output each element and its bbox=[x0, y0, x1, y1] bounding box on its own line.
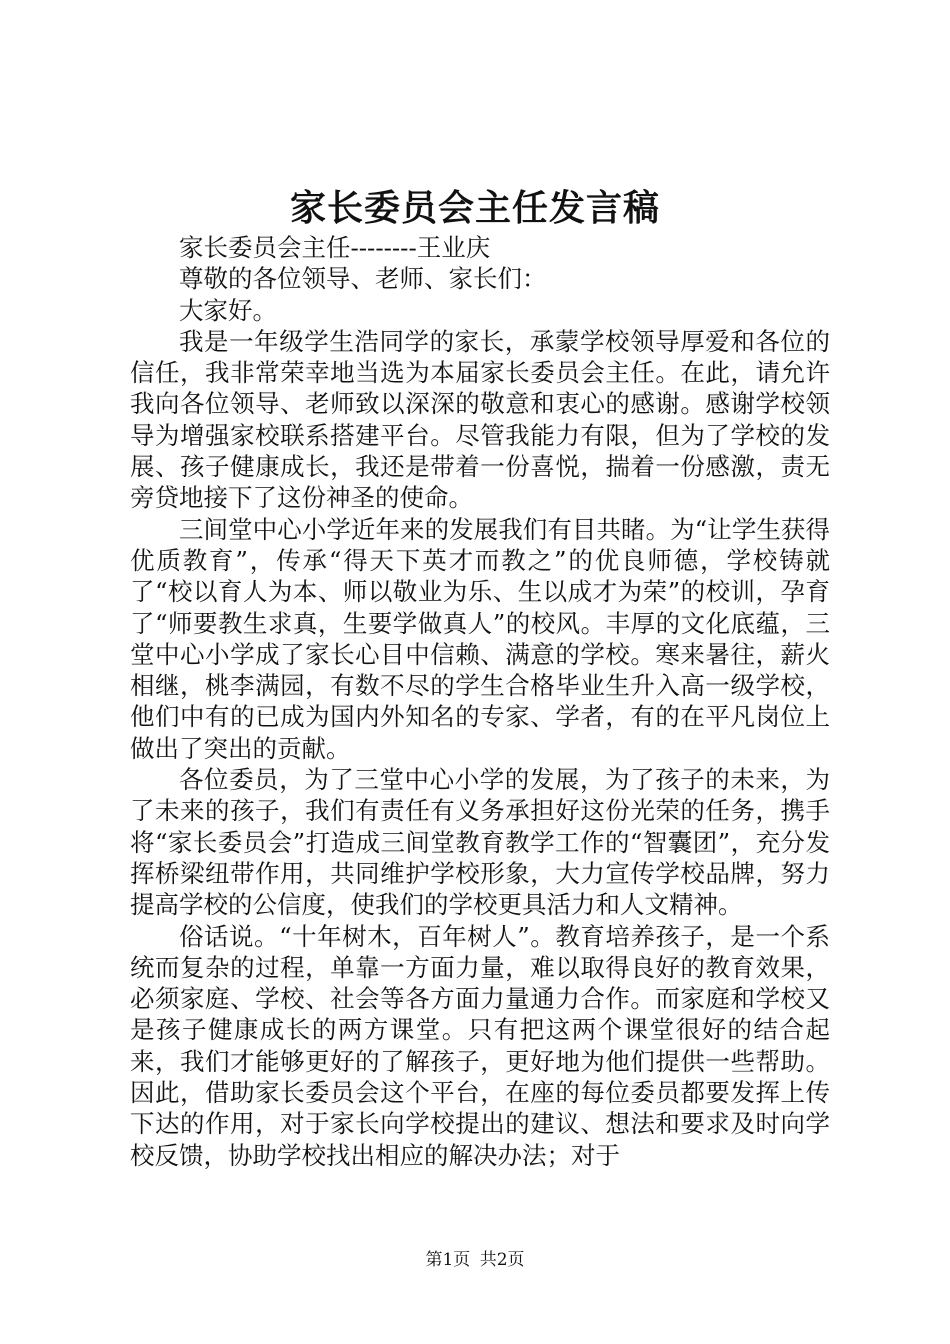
page-footer bbox=[0, 1248, 950, 1272]
author-line: 家长委员会主任--------王业庆 bbox=[179, 233, 491, 262]
salutation: 尊敬的各位领导、老师、家长们： bbox=[179, 264, 547, 294]
page-number: 第1页 bbox=[425, 1250, 471, 1270]
paragraph: 我是一年级学生浩同学的家长，承蒙学校领导厚爱和各位的信任，我非常荣幸地当选为本届家长委员会主任。在此，请允许我向各位领导、老师致以深深的敬意和衷心的感谢。感谢学校领导为增强家校联系搭建平台。尽管我能力有限，但为了学校的发展、孩子健康成长，我还是带着一份喜悦，揣着一份感激，责无旁贷地接下了这份神圣的使命。 bbox=[130, 326, 830, 513]
document-title: 家长委员会主任发言稿 bbox=[289, 187, 660, 229]
page-total: 共2页 bbox=[479, 1250, 525, 1270]
paragraph: 三间堂中心小学近年来的发展我们有目共睹。为“让学生获得优质教育”，传承“得天下英才而教之”的优良师德，学校铸就了“校以育人为本、师以敬业为乐、生以成才为荣”的校训，孕育了“师要教生求真，生要学做真人”的校风。丰厚的文化底蕴，三堂中心小学成了家长心目中信赖、满意的学校。寒来暑往，薪火相继，桃李满园，有数不尽的学生合格毕业生升入高一级学校，他们中有的已成为国内外知名的专家、学者，有的在平凡岗位上做出了突出的贡献。 bbox=[130, 514, 830, 763]
paragraph: 俗话说。“十年树木，百年树人”。教育培养孩子，是一个系统而复杂的过程，单靠一方面力量，难以取得良好的教育效果，必须家庭、学校、社会等各方面力量通力合作。而家庭和学校又是孩子健康成长的两方课堂。只有把这两个课堂很好的结合起来，我们才能够更好的了解孩子，更好地为他们提供一些帮助。因此，借助家长委员会这个平台，在座的每位委员都要发挥上传下达的作用，对于家长向学校提出的建议、想法和要求及时向学校反馈，协助学校找出相应的解决办法；对于 bbox=[130, 921, 830, 1170]
document-body bbox=[130, 232, 830, 1171]
greeting: 大家好。 bbox=[179, 295, 277, 325]
paragraph: 各位委员，为了三堂中心小学的发展，为了孩子的未来，为了未来的孩子，我们有责任有义务承担好这份光荣的任务，携手将“家长委员会”打造成三间堂教育教学工作的“智囊团”，充分发挥桥梁纽带作用，共同维护学校形象，大力宣传学校品牌，努力提高学校的公信度，使我们的学校更具活力和人文精神。 bbox=[130, 765, 830, 920]
